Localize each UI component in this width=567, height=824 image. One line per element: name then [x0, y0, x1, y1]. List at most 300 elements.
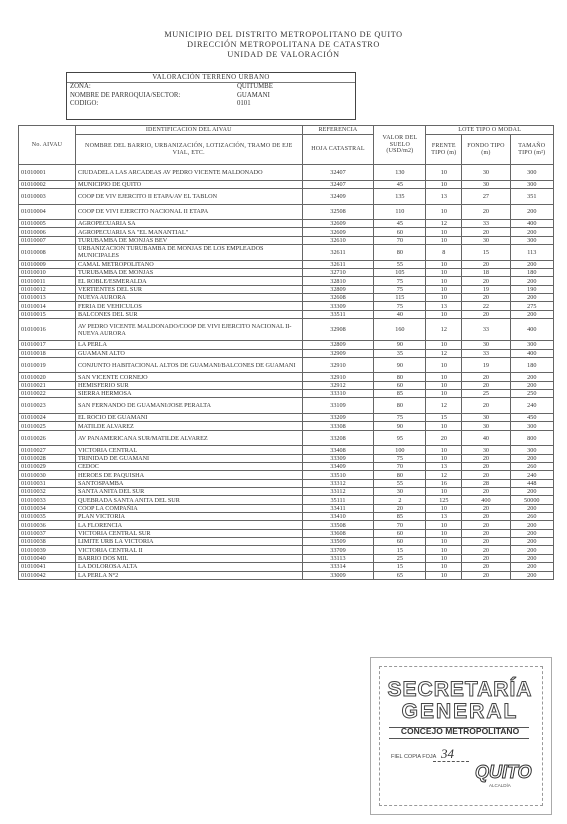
table-row	[19, 571, 554, 579]
codigo-value: 0101	[237, 100, 251, 107]
table-row	[19, 496, 554, 504]
table-row	[19, 277, 554, 285]
cell-nombre: TURUBAMBA DE MONJAS BEV	[75, 236, 302, 244]
cell-hoja: 33408	[302, 446, 374, 454]
cell-frente: 10	[426, 381, 462, 389]
table-row	[19, 357, 554, 373]
cell-nombre: COOP LA COMPAÑIA	[75, 504, 302, 512]
cell-frente: 10	[426, 538, 462, 546]
cell-no-aivau: 01010001	[19, 165, 76, 181]
cell-valor: 135	[374, 188, 426, 204]
cell-no-aivau: 01010032	[19, 488, 76, 496]
cell-fondo: 20	[462, 463, 510, 471]
cell-no-aivau: 01010002	[19, 180, 76, 188]
zona-value: QUITUMBE	[237, 83, 273, 90]
cell-fondo: 20	[462, 294, 510, 302]
cell-valor: 60	[374, 529, 426, 537]
cell-tamano: 300	[510, 341, 553, 349]
cell-fondo: 30	[462, 422, 510, 430]
cell-no-aivau: 01010037	[19, 529, 76, 537]
cell-tamano: 250	[510, 390, 553, 398]
table-row	[19, 310, 554, 318]
table-row	[19, 538, 554, 546]
cell-no-aivau: 01010005	[19, 220, 76, 228]
cell-nombre: TRINIDAD DE GUAMANI	[75, 454, 302, 462]
cell-hoja: 32910	[302, 357, 374, 373]
cell-fondo: 33	[462, 349, 510, 357]
cell-valor: 75	[374, 454, 426, 462]
cell-tamano: 300	[510, 165, 553, 181]
cell-nombre: AV PANAMERICANA SUR/MATILDE ALVAREZ	[75, 430, 302, 446]
cell-tamano: 275	[510, 302, 553, 310]
cell-tamano: 400	[510, 319, 553, 341]
cell-nombre: MATILDE ALVAREZ	[75, 422, 302, 430]
cell-hoja: 32809	[302, 285, 374, 293]
cell-tamano: 351	[510, 188, 553, 204]
table-row	[19, 529, 554, 537]
stamp-general: GENERAL	[401, 700, 519, 723]
cell-hoja: 32710	[302, 269, 374, 277]
cell-fondo: 20	[462, 204, 510, 220]
cell-no-aivau: 01010025	[19, 422, 76, 430]
cell-valor: 130	[374, 165, 426, 181]
cell-frente: 10	[426, 165, 462, 181]
header-hoja: HOJA CATASTRAL	[302, 135, 374, 165]
cell-nombre: LIMITE URB LA VICTORIA	[75, 538, 302, 546]
cell-tamano: 200	[510, 538, 553, 546]
table-row	[19, 546, 554, 554]
cell-tamano: 190	[510, 285, 553, 293]
cell-valor: 55	[374, 260, 426, 268]
table-row	[19, 488, 554, 496]
stamp-fiel-copia: FIEL COPIA FOJA	[391, 754, 437, 760]
cell-no-aivau: 01010015	[19, 310, 76, 318]
cell-nombre: NUEVA AURORA	[75, 294, 302, 302]
cell-tamano: 300	[510, 422, 553, 430]
cell-tamano: 200	[510, 228, 553, 236]
cell-nombre: SAN VICENTE CORNEJO	[75, 373, 302, 381]
secretaria-general-stamp	[370, 657, 552, 815]
stamp-concejo: CONCEJO METROPOLITANO	[400, 726, 520, 736]
cell-nombre: AGROPECUARIA SA "EL MANANTIAL"	[75, 228, 302, 236]
cell-tamano: 200	[510, 504, 553, 512]
cell-hoja: 32609	[302, 220, 374, 228]
cell-hoja: 35111	[302, 496, 374, 504]
table-row	[19, 228, 554, 236]
cell-no-aivau: 01010027	[19, 446, 76, 454]
cell-valor: 85	[374, 513, 426, 521]
cell-valor: 2	[374, 496, 426, 504]
cell-frente: 10	[426, 422, 462, 430]
codigo-row	[67, 100, 355, 109]
cell-nombre: VICTORIA CENTRAL	[75, 446, 302, 454]
cell-fondo: 20	[462, 310, 510, 318]
cell-valor: 75	[374, 277, 426, 285]
cell-fondo: 15	[462, 245, 510, 261]
header-valor: VALOR DEL SUELO (USD/m2)	[374, 126, 426, 165]
cell-valor: 15	[374, 546, 426, 554]
cell-valor: 80	[374, 471, 426, 479]
cell-nombre: HEROES DE PAQUISHA	[75, 471, 302, 479]
cell-nombre: AGROPECUARIA SA	[75, 220, 302, 228]
table-row	[19, 390, 554, 398]
cell-frente: 10	[426, 446, 462, 454]
cell-frente: 12	[426, 471, 462, 479]
cell-no-aivau: 01010011	[19, 277, 76, 285]
table-row	[19, 504, 554, 512]
cell-frente: 16	[426, 479, 462, 487]
cell-fondo: 30	[462, 165, 510, 181]
table-row	[19, 479, 554, 487]
cell-hoja: 32407	[302, 165, 374, 181]
cell-hoja: 33309	[302, 302, 374, 310]
cell-nombre: LA DOLOROSA ALTA	[75, 563, 302, 571]
cell-valor: 160	[374, 319, 426, 341]
cell-hoja: 32912	[302, 381, 374, 389]
table-row	[19, 513, 554, 521]
cell-frente: 10	[426, 204, 462, 220]
cell-valor: 25	[374, 554, 426, 562]
cell-no-aivau: 01010022	[19, 390, 76, 398]
cell-nombre: EL ROBLE/ESMERALDA	[75, 277, 302, 285]
table-row	[19, 349, 554, 357]
unit-title: UNIDAD DE VALORACIÓN	[227, 50, 340, 59]
cell-fondo: 30	[462, 446, 510, 454]
cell-nombre: VICTORIA CENTRAL SUR	[75, 529, 302, 537]
cell-nombre: BALCONES DEL SUR	[75, 310, 302, 318]
table-row	[19, 563, 554, 571]
cell-no-aivau: 01010021	[19, 381, 76, 389]
cell-hoja: 33209	[302, 414, 374, 422]
cell-tamano: 260	[510, 463, 553, 471]
cell-hoja: 33314	[302, 563, 374, 571]
table-body	[19, 165, 554, 580]
cell-valor: 70	[374, 463, 426, 471]
cell-hoja: 33411	[302, 504, 374, 512]
cell-fondo: 20	[462, 563, 510, 571]
table-row	[19, 398, 554, 414]
cell-tamano: 200	[510, 310, 553, 318]
cell-frente: 20	[426, 430, 462, 446]
cell-tamano: 800	[510, 430, 553, 446]
cell-tamano: 200	[510, 488, 553, 496]
cell-nombre: SIERRA HERMOSA	[75, 390, 302, 398]
cell-fondo: 40	[462, 430, 510, 446]
cell-frente: 10	[426, 390, 462, 398]
cell-no-aivau: 01010031	[19, 479, 76, 487]
cell-tamano: 200	[510, 294, 553, 302]
cell-frente: 10	[426, 546, 462, 554]
cell-valor: 75	[374, 302, 426, 310]
cell-tamano: 200	[510, 529, 553, 537]
cell-tamano: 200	[510, 277, 553, 285]
cell-fondo: 33	[462, 319, 510, 341]
cell-valor: 75	[374, 285, 426, 293]
cell-frente: 10	[426, 554, 462, 562]
cell-fondo: 20	[462, 546, 510, 554]
cell-no-aivau: 01010024	[19, 414, 76, 422]
cell-no-aivau: 01010017	[19, 341, 76, 349]
cell-nombre: HEMISFERIO SUR	[75, 381, 302, 389]
cell-tamano: 260	[510, 513, 553, 521]
table-row	[19, 236, 554, 244]
table-row	[19, 471, 554, 479]
table-row	[19, 302, 554, 310]
cell-frente: 10	[426, 504, 462, 512]
cell-tamano: 200	[510, 381, 553, 389]
cell-fondo: 20	[462, 488, 510, 496]
cell-nombre: LA PERLA	[75, 341, 302, 349]
cell-fondo: 20	[462, 398, 510, 414]
cell-no-aivau: 01010008	[19, 245, 76, 261]
cell-hoja: 33309	[302, 454, 374, 462]
codigo-label: CODIGO:	[70, 100, 99, 107]
header-nombre: NOMBRE DEL BARRIO, URBANIZACIÓN, LOTIZACIÓN, TRAMO DE EJE VIAL, ETC.	[75, 135, 302, 165]
parroquia-label: NOMBRE DE PARROQUIA/SECTOR:	[70, 91, 181, 99]
cell-no-aivau: 01010036	[19, 521, 76, 529]
header-tamano: TAMAÑO TIPO (m²)	[510, 135, 553, 165]
cell-nombre: SANTA ANITA DEL SUR	[75, 488, 302, 496]
cell-fondo: 20	[462, 571, 510, 579]
cell-tamano: 180	[510, 357, 553, 373]
table-row	[19, 245, 554, 261]
cell-hoja: 33709	[302, 546, 374, 554]
table-row	[19, 463, 554, 471]
cell-frente: 12	[426, 220, 462, 228]
cell-no-aivau: 01010040	[19, 554, 76, 562]
cell-fondo: 20	[462, 454, 510, 462]
cell-nombre: COOP DE VIVI EJERCITO NACIONAL II ETAPA	[75, 204, 302, 220]
cell-nombre: PLAN VICTORIA	[75, 513, 302, 521]
cell-fondo: 30	[462, 414, 510, 422]
cell-valor: 80	[374, 245, 426, 261]
cell-fondo: 20	[462, 277, 510, 285]
cell-frente: 10	[426, 357, 462, 373]
table-row	[19, 269, 554, 277]
cell-hoja: 33312	[302, 479, 374, 487]
cell-fondo: 19	[462, 285, 510, 293]
cell-hoja: 33109	[302, 398, 374, 414]
cell-frente: 10	[426, 277, 462, 285]
document-header	[0, 30, 567, 60]
table-row	[19, 341, 554, 349]
cell-hoja: 33112	[302, 488, 374, 496]
cell-hoja: 33009	[302, 571, 374, 579]
cell-frente: 13	[426, 302, 462, 310]
cell-valor: 35	[374, 349, 426, 357]
cell-tamano: 200	[510, 204, 553, 220]
cell-nombre: TURUBAMBA DE MONJAS	[75, 269, 302, 277]
cell-frente: 13	[426, 463, 462, 471]
cell-nombre: CIUDADELA LAS ARCADEAS AV PEDRO VICENTE MALDONADO	[75, 165, 302, 181]
table-row	[19, 260, 554, 268]
cell-fondo: 30	[462, 180, 510, 188]
cell-no-aivau: 01010018	[19, 349, 76, 357]
table-row	[19, 294, 554, 302]
table-row	[19, 430, 554, 446]
cell-no-aivau: 01010009	[19, 260, 76, 268]
cell-valor: 20	[374, 504, 426, 512]
cell-valor: 85	[374, 390, 426, 398]
table-row	[19, 454, 554, 462]
cell-frente: 10	[426, 488, 462, 496]
cell-hoja: 33509	[302, 538, 374, 546]
cell-valor: 70	[374, 236, 426, 244]
parroquia-value: GUAMANI	[237, 91, 270, 99]
cell-frente: 10	[426, 285, 462, 293]
cell-no-aivau: 01010039	[19, 546, 76, 554]
cell-nombre: AV PEDRO VICENTE MALDONADO/COOP DE VIVI EJERCITO NACIONAL II-NUEVA AURORA	[75, 319, 302, 341]
cell-valor: 55	[374, 479, 426, 487]
cell-hoja: 32508	[302, 204, 374, 220]
cell-fondo: 28	[462, 479, 510, 487]
cell-fondo: 22	[462, 302, 510, 310]
cell-valor: 90	[374, 357, 426, 373]
cell-nombre: LA FLORENCIA	[75, 521, 302, 529]
cell-valor: 95	[374, 430, 426, 446]
cell-valor: 115	[374, 294, 426, 302]
cell-nombre: CAMAL METROPOLITANO	[75, 260, 302, 268]
cell-no-aivau: 01010014	[19, 302, 76, 310]
cell-fondo: 20	[462, 471, 510, 479]
cell-frente: 8	[426, 245, 462, 261]
cell-tamano: 50000	[510, 496, 553, 504]
info-title: VALORACIÓN TERRENO URBANO	[67, 73, 355, 83]
cell-nombre: VERTIENTES DEL SUR	[75, 285, 302, 293]
table-head	[19, 126, 554, 165]
cell-frente: 12	[426, 349, 462, 357]
cell-fondo: 20	[462, 529, 510, 537]
cell-nombre: MUNICIPIO DE QUITO	[75, 180, 302, 188]
municipality-title: MUNICIPIO DEL DISTRITO METROPOLITANO DE QUITO	[164, 30, 403, 39]
cell-tamano: 200	[510, 373, 553, 381]
cell-nombre: GUAMANI ALTO	[75, 349, 302, 357]
cell-valor: 15	[374, 563, 426, 571]
cell-hoja: 32409	[302, 188, 374, 204]
cell-tamano: 300	[510, 446, 553, 454]
cell-valor: 30	[374, 488, 426, 496]
cell-nombre: QUEBRADA SANTA ANITA DEL SUR	[75, 496, 302, 504]
cell-hoja: 32611	[302, 245, 374, 261]
cell-fondo: 27	[462, 188, 510, 204]
cell-valor: 105	[374, 269, 426, 277]
cell-nombre: LA PERLA N°2	[75, 571, 302, 579]
cell-frente: 13	[426, 513, 462, 521]
cell-nombre: CEDOC	[75, 463, 302, 471]
cell-fondo: 20	[462, 521, 510, 529]
table-row	[19, 373, 554, 381]
cell-valor: 65	[374, 571, 426, 579]
cell-hoja: 33310	[302, 390, 374, 398]
cell-frente: 13	[426, 188, 462, 204]
valuation-table	[18, 125, 554, 580]
stamp-secretaria: SECRETARÍA	[387, 678, 533, 701]
table-row	[19, 188, 554, 204]
cell-valor: 75	[374, 414, 426, 422]
cell-fondo: 20	[462, 373, 510, 381]
table-row	[19, 422, 554, 430]
cell-tamano: 400	[510, 220, 553, 228]
cell-fondo: 20	[462, 381, 510, 389]
cell-tamano: 180	[510, 269, 553, 277]
cell-nombre: BARRIO DOS MIL	[75, 554, 302, 562]
cell-fondo: 30	[462, 236, 510, 244]
cell-hoja: 32609	[302, 228, 374, 236]
direction-title: DIRECCIÓN METROPOLITANA DE CATASTRO	[187, 40, 380, 49]
cell-tamano: 448	[510, 479, 553, 487]
cell-valor: 45	[374, 220, 426, 228]
cell-frente: 10	[426, 269, 462, 277]
cell-no-aivau: 01010030	[19, 471, 76, 479]
cell-tamano: 200	[510, 571, 553, 579]
cell-frente: 10	[426, 180, 462, 188]
cell-hoja: 32610	[302, 236, 374, 244]
cell-frente: 125	[426, 496, 462, 504]
table-row	[19, 319, 554, 341]
cell-nombre: SANTOSPAMBA	[75, 479, 302, 487]
cell-nombre: CONJUNTO HABITACIONAL ALTOS DE GUAMANI/BALCONES DE GUAMANI	[75, 357, 302, 373]
cell-frente: 10	[426, 260, 462, 268]
cell-no-aivau: 01010023	[19, 398, 76, 414]
cell-fondo: 20	[462, 538, 510, 546]
cell-tamano: 450	[510, 414, 553, 422]
cell-hoja: 33511	[302, 310, 374, 318]
cell-frente: 10	[426, 373, 462, 381]
cell-nombre: EL ROCIO DE GUAMANI	[75, 414, 302, 422]
cell-frente: 10	[426, 236, 462, 244]
cell-no-aivau: 01010035	[19, 513, 76, 521]
valuation-info-box	[66, 72, 356, 120]
cell-valor: 110	[374, 204, 426, 220]
cell-fondo: 18	[462, 269, 510, 277]
cell-no-aivau: 01010012	[19, 285, 76, 293]
cell-no-aivau: 01010019	[19, 357, 76, 373]
cell-hoja: 33410	[302, 513, 374, 521]
cell-hoja: 33113	[302, 554, 374, 562]
cell-fondo: 20	[462, 228, 510, 236]
cell-no-aivau: 01010038	[19, 538, 76, 546]
cell-frente: 10	[426, 341, 462, 349]
cell-hoja: 32407	[302, 180, 374, 188]
quito-logo-sub: ALCALDÍA	[489, 783, 511, 788]
cell-no-aivau: 01010013	[19, 294, 76, 302]
cell-fondo: 20	[462, 513, 510, 521]
table-row	[19, 180, 554, 188]
cell-nombre: COOP DE VIV EJERCITO II ETAPA/AV EL TABLON	[75, 188, 302, 204]
zona-row	[67, 83, 355, 92]
cell-tamano: 240	[510, 471, 553, 479]
cell-hoja: 33409	[302, 463, 374, 471]
cell-frente: 12	[426, 398, 462, 414]
table-row	[19, 204, 554, 220]
cell-no-aivau: 01010034	[19, 504, 76, 512]
cell-no-aivau: 01010004	[19, 204, 76, 220]
cell-tamano: 113	[510, 245, 553, 261]
header-identificacion: IDENTIFICACION DEL AIVAU	[75, 126, 302, 135]
cell-hoja: 33608	[302, 529, 374, 537]
header-fondo: FONDO TIPO (m)	[462, 135, 510, 165]
table-row	[19, 165, 554, 181]
cell-frente: 10	[426, 228, 462, 236]
cell-frente: 10	[426, 529, 462, 537]
cell-nombre: FERIA DE VEHICULOS	[75, 302, 302, 310]
cell-no-aivau: 01010003	[19, 188, 76, 204]
cell-no-aivau: 01010007	[19, 236, 76, 244]
cell-tamano: 200	[510, 546, 553, 554]
cell-tamano: 400	[510, 349, 553, 357]
cell-valor: 70	[374, 521, 426, 529]
table-row	[19, 285, 554, 293]
